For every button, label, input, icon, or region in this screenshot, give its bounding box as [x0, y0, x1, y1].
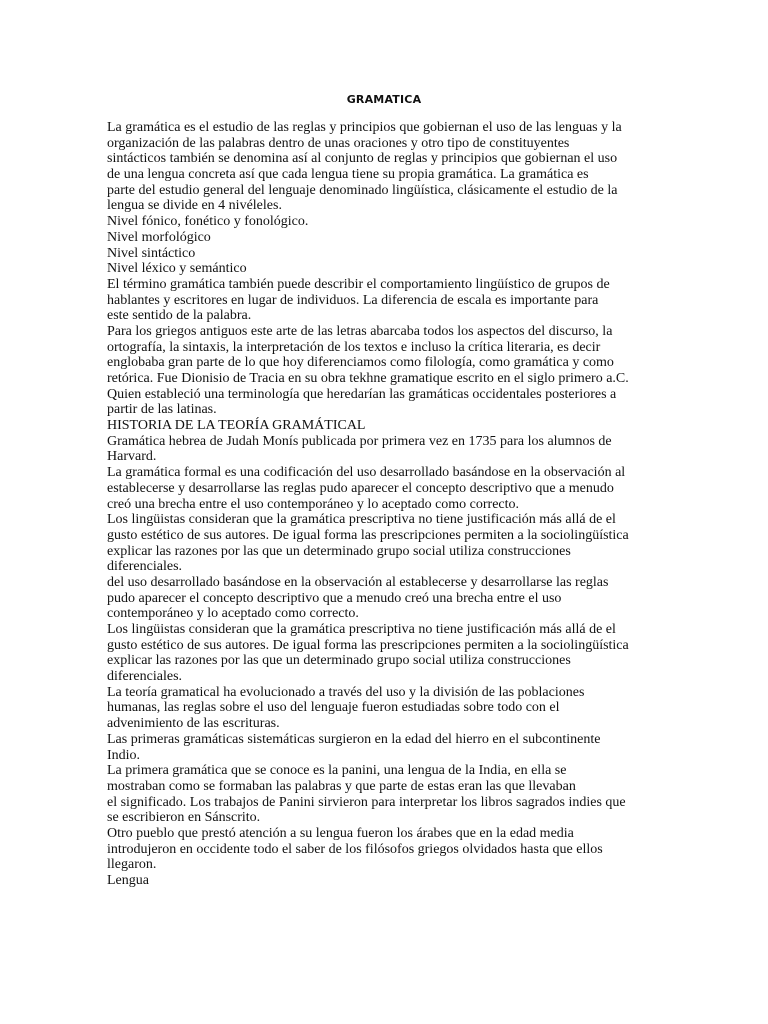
- text-line: Nivel morfológico: [107, 229, 211, 245]
- text-line: este sentido de la palabra.: [107, 308, 252, 324]
- text-line: establecerse y desarrollarse las reglas pudo aparecer el concepto descriptivo que a menudo: [107, 480, 614, 496]
- text-line: del uso desarrollado basándose en la observación al establecerse y desarrollarse las reglas: [107, 574, 609, 590]
- text-line: ortografía, la sintaxis, la interpretación de los textos e incluso la crítica literaria, es decir: [107, 339, 601, 355]
- text-line: explicar las razones por las que un determinado grupo social utiliza construcciones: [107, 543, 571, 559]
- text-line: creó una brecha entre el uso contemporáneo y lo aceptado como correcto.: [107, 496, 520, 512]
- text-line: englobaba gran parte de lo que hoy diferenciamos como filología, como gramática y como: [107, 355, 614, 371]
- text-line: se escribieron en Sánscrito.: [107, 810, 261, 826]
- text-line: gusto estético de sus autores. De igual forma las prescripciones permiten a la sociolingüística: [107, 527, 629, 543]
- text-line: sintácticos también se denomina así al conjunto de reglas y principios que gobiernan el uso: [107, 151, 618, 167]
- text-line: Para los griegos antiguos este arte de las letras abarcaba todos los aspectos del discurso, la: [107, 323, 613, 339]
- text-line: Harvard.: [107, 449, 157, 465]
- text-line: Nivel fónico, fonético y fonológico.: [107, 214, 309, 230]
- text-line: organización de las palabras dentro de unas oraciones y otro tipo de constituyentes: [107, 135, 570, 151]
- text-line: introdujeron en occidente todo el saber de los filósofos griegos olvidados hasta que ellos: [107, 841, 603, 857]
- text-line: el significado. Los trabajos de Panini sirvieron para interpretar los libros sagrados indies que: [107, 794, 626, 810]
- text-line: El término gramática también puede describir el comportamiento lingüístico de grupos de: [107, 276, 610, 292]
- text-line: Nivel sintáctico: [107, 245, 196, 261]
- text-line: Otro pueblo que prestó atención a su lengua fueron los árabes que en la edad media: [107, 825, 574, 841]
- document-body: [107, 120, 667, 889]
- text-line: Gramática hebrea de Judah Monís publicada por primera vez en 1735 para los alumnos de: [107, 433, 612, 449]
- text-line: humanas, las reglas sobre el uso del lenguaje fueron estudiadas sobre todo con el: [107, 700, 560, 716]
- text-line: La gramática es el estudio de las reglas y principios que gobiernan el uso de las lenguas y la: [107, 120, 622, 135]
- text-line: Los lingüistas consideran que la gramática prescriptiva no tiene justificación más allá de el: [107, 512, 616, 528]
- text-line: Indio.: [107, 747, 141, 763]
- text-line: parte del estudio general del lenguaje denominado lingüística, clásicamente el estudio de la: [107, 182, 618, 198]
- text-line: Las primeras gramáticas sistemáticas surgieron en la edad del hierro en el subcontinente: [107, 731, 601, 747]
- text-line: gusto estético de sus autores. De igual forma las prescripciones permiten a la sociolingüística: [107, 637, 629, 653]
- text-line: mostraban como se formaban las palabras y que parte de estas eran las que llevaban: [107, 778, 576, 794]
- text-line: La primera gramática que se conoce es la panini, una lengua de la India, en ella se: [107, 763, 567, 779]
- text-line: Los lingüistas consideran que la gramática prescriptiva no tiene justificación más allá de el: [107, 622, 616, 637]
- text-line: La teoría gramatical ha evolucionado a través del uso y la división de las poblaciones: [107, 684, 585, 700]
- text-line: Quien estableció una terminología que heredarían las gramáticas occidentales posteriores a: [107, 386, 617, 402]
- text-line: Lengua: [107, 873, 149, 888]
- text-line: advenimiento de las escrituras.: [107, 716, 280, 732]
- text-line: diferenciales.: [107, 669, 183, 685]
- text-line: de una lengua concreta así que cada lengua tiene su propia gramática. La gramática es: [107, 167, 589, 183]
- text-line: Nivel léxico y semántico: [107, 261, 247, 277]
- text-line: hablantes y escritores en lugar de individuos. La diferencia de escala es importante para: [107, 292, 599, 308]
- document-title: GRAMATICA: [346, 93, 422, 106]
- text-line: diferenciales.: [107, 559, 183, 575]
- text-line: explicar las razones por las que un determinado grupo social utiliza construcciones: [107, 653, 571, 669]
- text-line: partir de las latinas.: [107, 402, 217, 418]
- text-line: pudo aparecer el concepto descriptivo que a menudo creó una brecha entre el uso: [107, 590, 562, 606]
- text-line: La gramática formal es una codificación del uso desarrollado basándose en la observación al: [107, 465, 626, 481]
- text-line: retórica. Fue Dionisio de Tracia en su obra tekhne gramatique escrito en el siglo primero a.C.: [107, 371, 629, 386]
- text-line: HISTORIA DE LA TEORÍA GRAMÁTICAL: [107, 418, 366, 434]
- text-line: lengua se divide en 4 nivéleles.: [107, 198, 282, 214]
- text-line: llegaron.: [107, 857, 157, 873]
- text-line: contemporáneo y lo aceptado como correcto.: [107, 606, 359, 622]
